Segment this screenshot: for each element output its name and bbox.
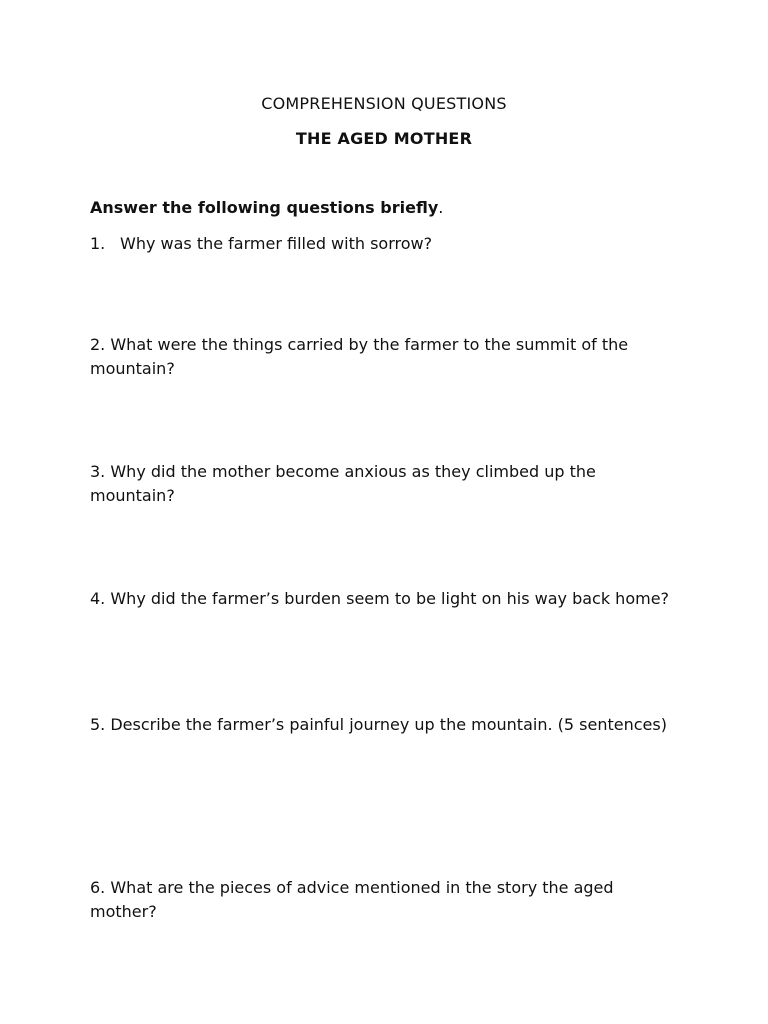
question-1	[90, 232, 680, 256]
question-6: 6. What are the pieces of advice mentioned in the story the aged mother?	[90, 878, 614, 921]
question-2: 2. What were the things carried by the farmer to the summit of the mountain?	[90, 335, 629, 378]
question-1-number: 1.	[90, 234, 106, 253]
story-title: THE AGED MOTHER	[295, 129, 473, 148]
question-1-text: Why was the farmer filled with sorrow?	[120, 234, 433, 253]
worksheet-title: COMPREHENSION QUESTIONS	[261, 94, 507, 113]
instruction-text	[90, 198, 443, 217]
instruction-bold: Answer the following questions briefly	[90, 198, 439, 217]
question-3: 3. Why did the mother become anxious as they climbed up the mountain?	[90, 462, 596, 505]
instruction-period: .	[438, 198, 444, 217]
question-4: 4. Why did the farmer’s burden seem to be light on his way back home?	[90, 589, 670, 608]
question-5: 5. Describe the farmer’s painful journey up the mountain. (5 sentences)	[90, 715, 667, 734]
